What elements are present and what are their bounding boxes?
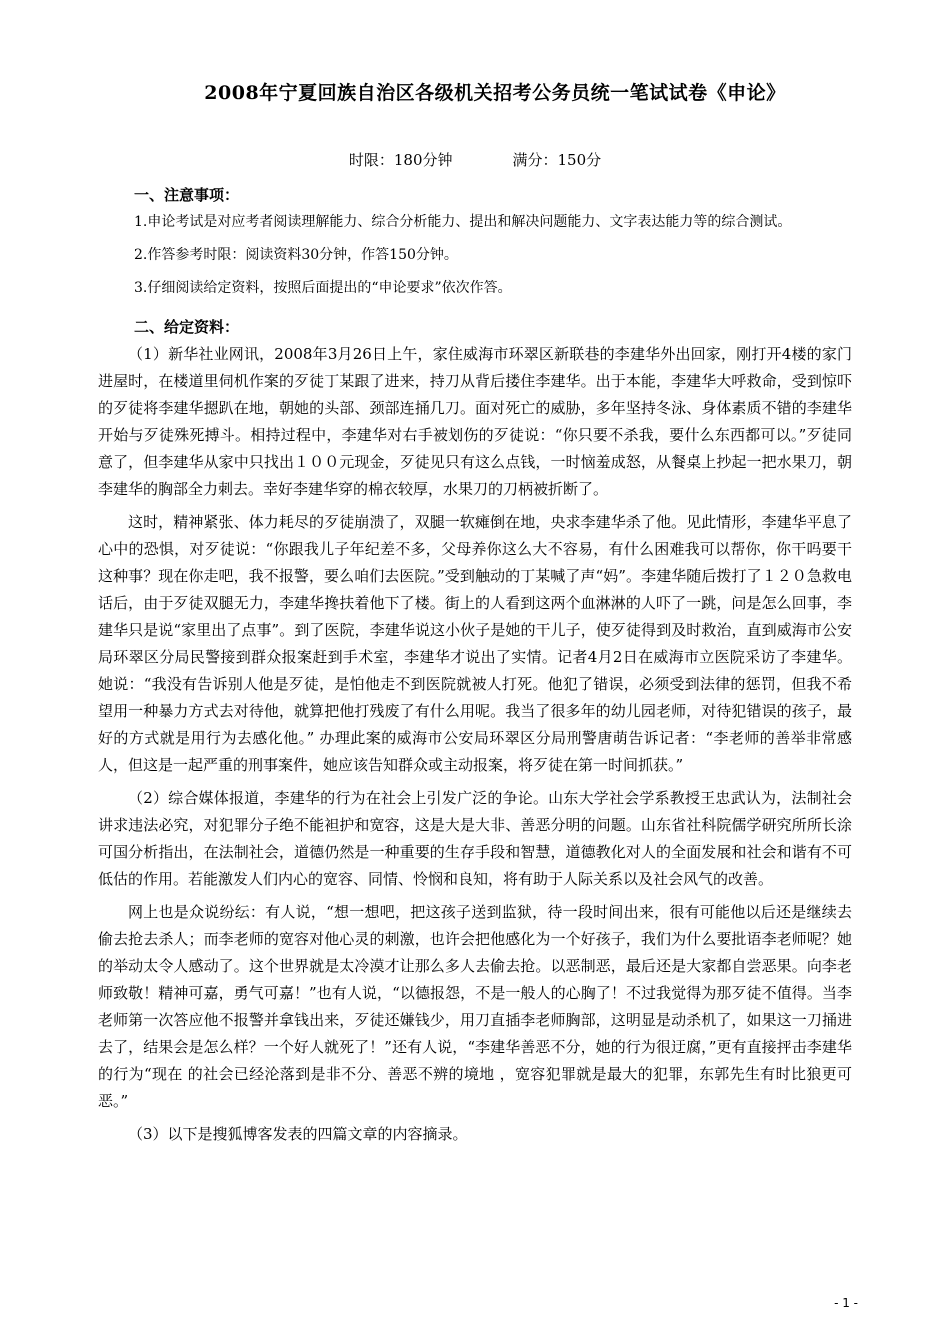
material-paragraph: 这时，精神紧张、体力耗尽的歹徒崩溃了，双腿一软瘫倒在地，央求李建华杀了他。见此情形，李建华平息了心中的恐惧，对歹徒说：“你跟我儿子年纪差不多，父母养你这么大不容易，有什么困难我可以帮你，你干吗要干这种事？现在你走吧，我不报警，要么咱们去医院。”受到触动的丁某喊了声“妈”。李建华随后拨打了１２０急救电话后，由于歹徒双腿无力，李建华搀扶着他下了楼。街上的人看到这两个血淋淋的人吓了一跳，问是怎么回事，李建华只是说“家里出了点事”。到了医院，李建华说这小伙子是她的干儿子，使歹徒得到及时救治，直到威海市公安局环翠区分局民警接到群众报案赶到手术室，李建华才说出了实情。记者4月2日在威海市立医院采访了李建华。她说：“我没有告诉别人他是歹徒，是怕他走不到医院就被人打死。他犯了错误，必须受到法律的惩罚，但我不希望用一种暴力方式去对待他，就算把他打残废了有什么用呢。我当了很多年的幼儿园老师，对待犯错误的孩子，最好的方式就是用行为去感化他。” 办理此案的威海市公安局环翠区分局刑警唐萌告诉记者：“李老师的善举非常感人，但这是一起严重的刑事案件，她应该告知群众或主动报案，将歹徒在第一时间抓获。” (98, 513, 852, 774)
time-limit: 时限：180分钟 (348, 151, 453, 169)
material-paragraph: （2）综合媒体报道，李建华的行为在社会上引发广泛的争论。山东大学社会学系教授王忠武认为，法制社会讲求违法必究，对犯罪分子绝不能袒护和宽容，这是大是大非、善恶分明的问题。山东省社科院儒学研究所所长涂可国分析指出，在法制社会，道德仍然是一种重要的生存手段和智慧，道德教化对人的全面发展和社会和谐有不可低估的作用。若能激发人们内心的宽容、同情、怜悯和良知，将有助于人际关系以及社会风气的改善。 (98, 789, 852, 888)
page-number: - 1 - (834, 1296, 858, 1310)
exam-meta (98, 149, 852, 170)
material-paragraph: （1）新华社业网讯，2008年3月26日上午，家住威海市环翠区新联巷的李建华外出回家，刚打开4楼的家门进屋时，在楼道里伺机作案的歹徒丁某跟了进来，持刀从背后搂住李建华。出于本能，李建华大呼救命，受到惊吓的歹徒将李建华摁趴在地，朝她的头部、颈部连捅几刀。面对死亡的威胁，多年坚持冬泳、身体素质不错的李建华开始与歹徒殊死搏斗。相持过程中，李建华对右手被划伤的歹徒说：“你只要不杀我，要什么东西都可以。”歹徒同意了，但李建华从家中只找出１００元现金，歹徒见只有这么点钱，一时恼羞成怒，从餐桌上抄起一把水果刀，朝李建华的胸部全力刺去。幸好李建华穿的棉衣较厚，水果刀的刀柄被折断了。 (98, 345, 852, 498)
full-score: 满分：150分 (512, 151, 602, 169)
page-title: 2008年宁夏回族自治区各级机关招考公务员统一笔试试卷《申论》 (204, 82, 786, 104)
note-item: 3.仔细阅读给定资料，按照后面提出的“申论要求”依次作答。 (134, 280, 512, 296)
materials-heading: 二、给定资料： (134, 318, 240, 336)
notes-heading: 一、注意事项： (134, 186, 240, 204)
note-item: 2.作答参考时限：阅读资料30分钟，作答150分钟。 (134, 247, 458, 263)
document-page (98, 78, 852, 1154)
material-paragraph: （3）以下是搜狐博客发表的四篇文章的内容摘录。 (128, 1125, 468, 1143)
material-paragraph: 网上也是众说纷纭：有人说，“想一想吧，把这孩子送到监狱，待一段时间出来，很有可能他以后还是继续去偷去抢去杀人；而李老师的宽容对他心灵的刺激，也许会把他感化为一个好孩子，我们为什么要批语李老师呢？她的举动太令人感动了。这个世界就是太冷漠才让那么多人去偷去抢。以恶制恶，最后还是大家都自尝恶果。向李老师致敬！精神可嘉，勇气可嘉！”也有人说，“以德报怨，不是一般人的心胸了！不过我觉得为那歹徒不值得。当李老师第一次答应他不报警并拿钱出来，歹徒还嫌钱少，用刀直插李老师胸部，这明显是动杀机了，如果这一刀捅进去了，结果会是怎么样？一个好人就死了！”还有人说，“李建华善恶不分，她的行为很迂腐，”更有直接抨击李建华的行为“现在 的社会已经沦落到是非不分、善恶不辨的境地 ，宽容犯罪就是最大的犯罪，东郭先生有时比狼更可恶。” (98, 903, 852, 1110)
note-item: 1.申论考试是对应考者阅读理解能力、综合分析能力、提出和解决问题能力、文字表达能力等的综合测试。 (134, 214, 792, 230)
